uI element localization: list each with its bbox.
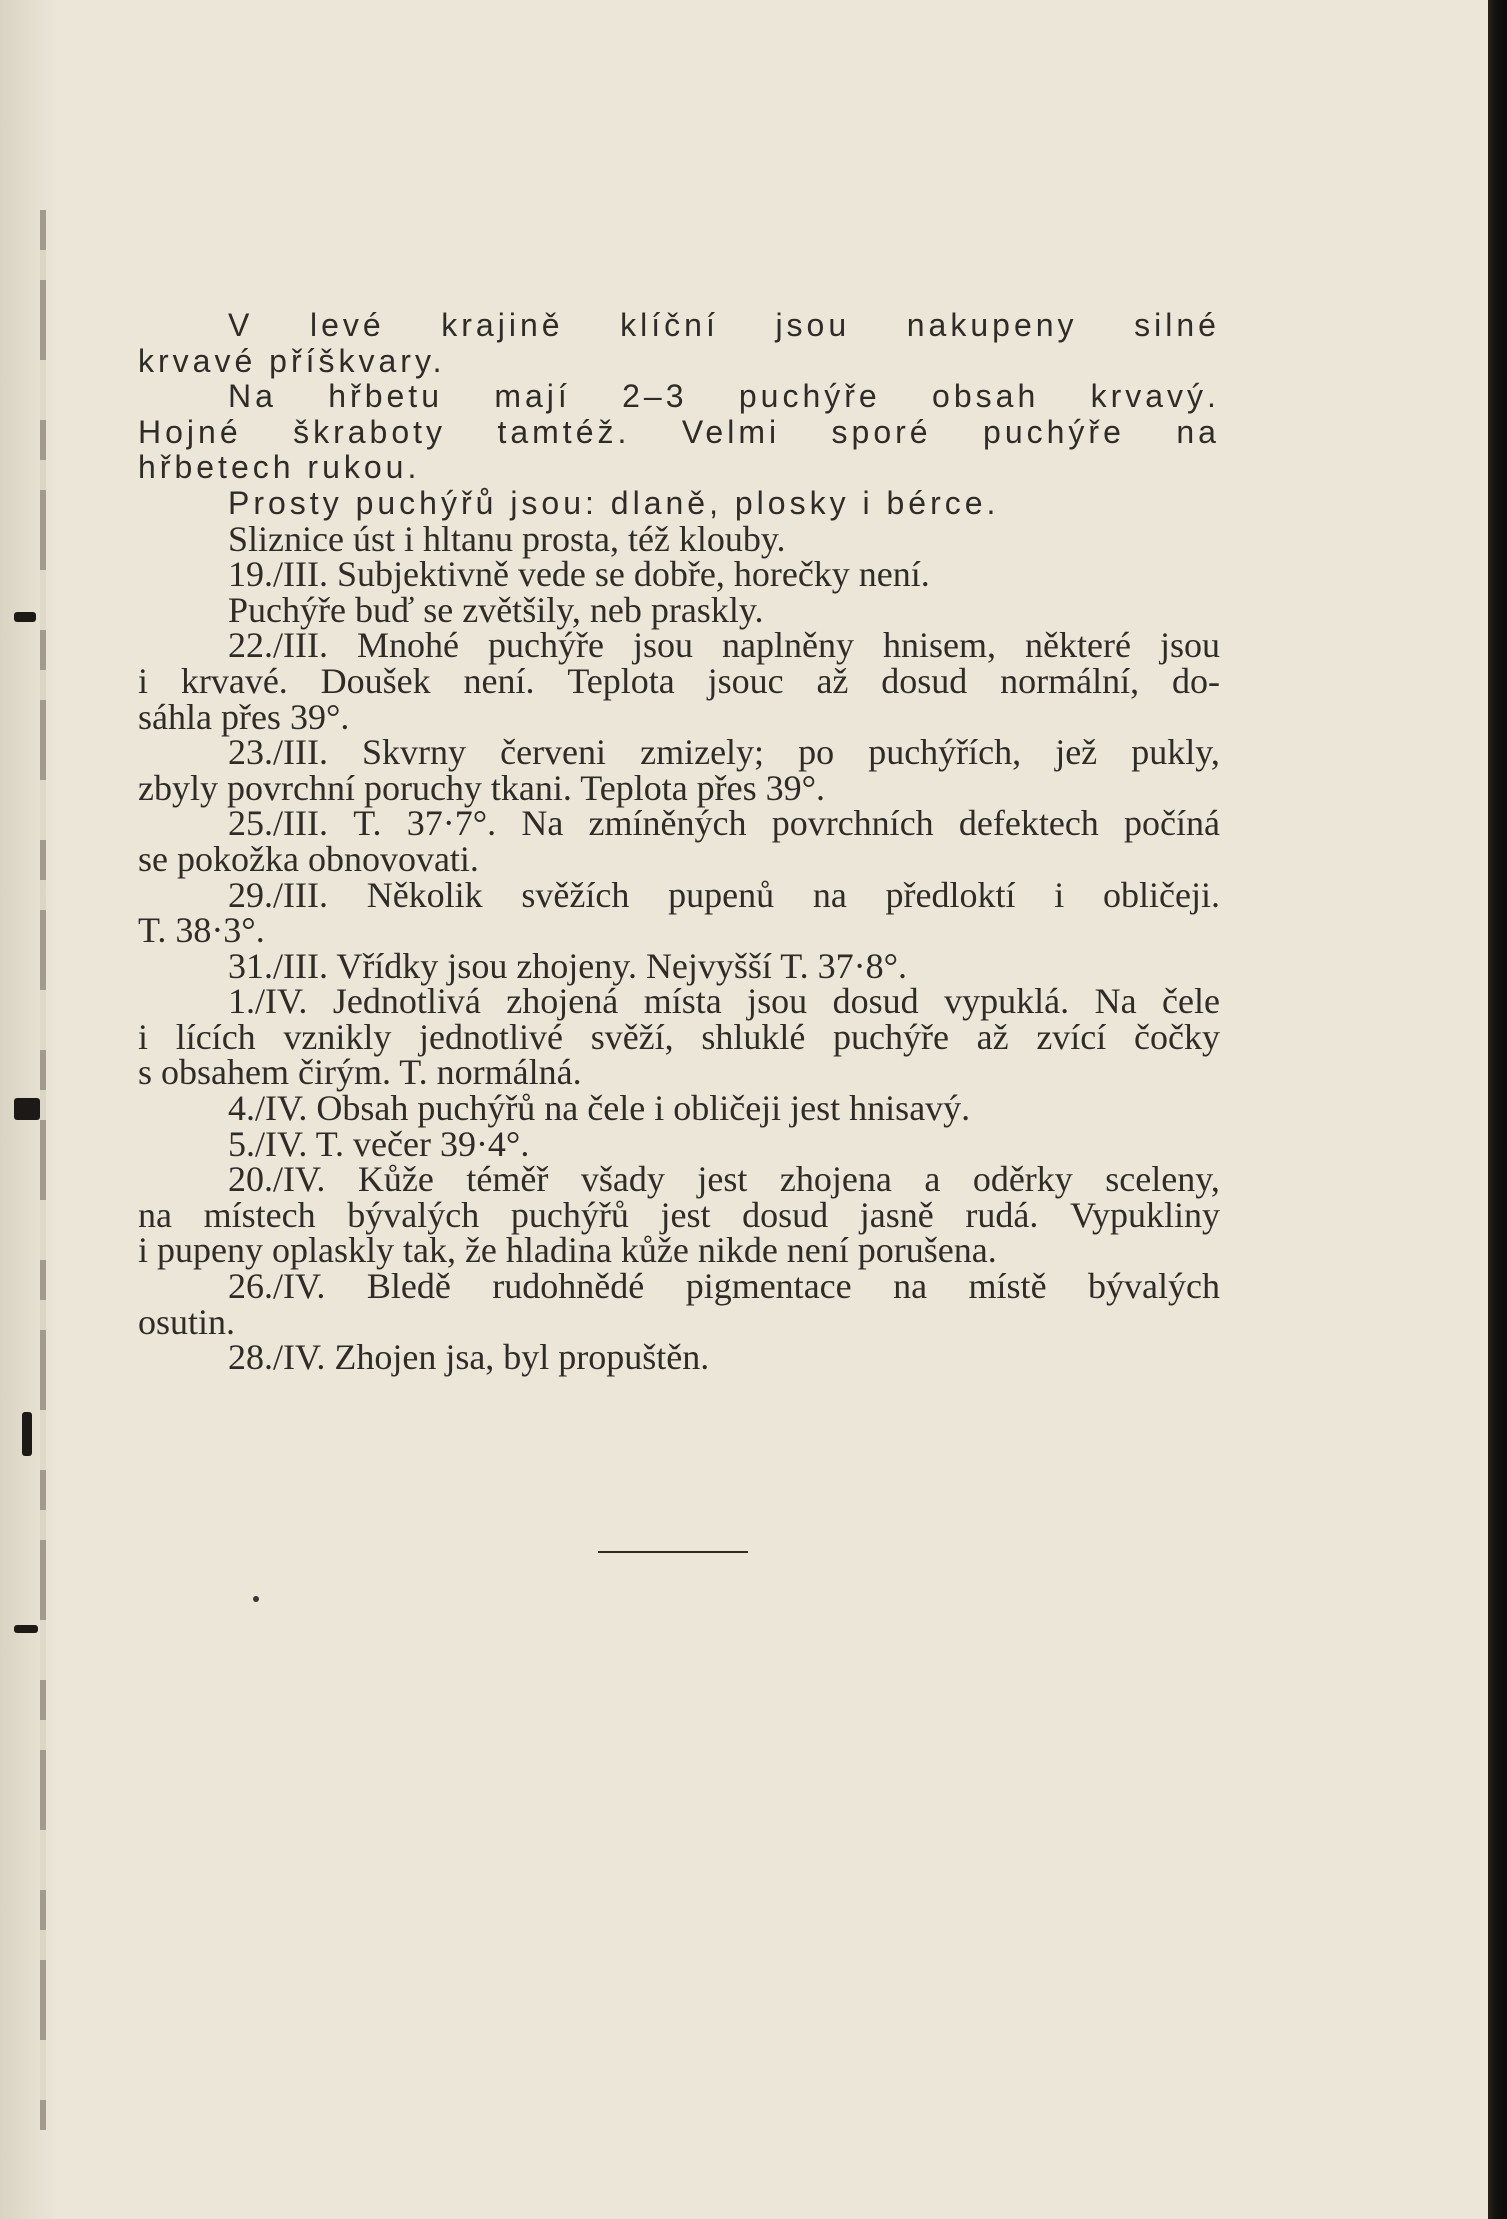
text-line: sáhla přes 39°. — [138, 696, 350, 737]
binding-mark — [14, 1625, 38, 1633]
text-line: na místech bývalých puchýřů jest dosud jasně rudá. Vypukliny — [138, 1194, 1220, 1235]
section-divider-rule — [598, 1551, 748, 1553]
text-line: i lících vznikly jednotlivé svěží, shluklé puchýře až zvící čočky — [138, 1016, 1220, 1057]
text-line: osutin. — [138, 1301, 236, 1342]
document-body — [138, 308, 1220, 1376]
text-line: i pupeny oplaskly tak, že hladina kůže nikde není porušena. — [138, 1230, 997, 1271]
text-line: 28./IV. Zhojen jsa, byl propuštěn. — [228, 1337, 710, 1378]
text-line: hřbetech rukou. — [138, 449, 421, 486]
text-line: T. 38·3°. — [138, 910, 265, 951]
text-line: 22./III. Mnohé puchýře jsou naplněny hnisem, některé jsou — [228, 625, 1220, 666]
text-line: se pokožka obnovovati. — [138, 838, 479, 879]
page-edge-shadow — [1488, 0, 1507, 2219]
text-line: s obsahem čirým. T. normálná. — [138, 1052, 582, 1093]
text-line: Puchýře buď se zvětšily, neb praskly. — [228, 589, 764, 630]
text-line: 20./IV. Kůže téměř všady jest zhojena a oděrky sceleny, — [228, 1159, 1220, 1200]
text-line: Hojné škraboty tamtéž. Velmi sporé puchýře na — [138, 413, 1220, 450]
binding-mark — [14, 1098, 40, 1120]
text-line: 25./III. T. 37·7°. Na zmíněných povrchních defektech počíná — [228, 803, 1220, 844]
text-line: 1./IV. Jednotlivá zhojená místa jsou dosud vypuklá. Na čele — [228, 981, 1220, 1022]
text-line: 31./III. Vřídky jsou zhojeny. Nejvyšší T. 37·8°. — [228, 945, 907, 986]
text-line: zbyly povrchní poruchy tkani. Teplota přes 39°. — [138, 767, 826, 808]
text-line: 26./IV. Bledě rudohnědé pigmentace na místě bývalých — [228, 1266, 1220, 1307]
ink-speck — [253, 1596, 259, 1602]
binding-gutter — [0, 0, 58, 2219]
binding-edge — [40, 210, 46, 2130]
binding-mark — [14, 612, 36, 622]
text-line: 4./IV. Obsah puchýřů na čele i obličeji jest hnisavý. — [228, 1088, 971, 1129]
binding-mark — [22, 1412, 32, 1456]
text-line: Prosty puchýřů jsou: dlaně, plosky i bérce. — [228, 484, 1000, 521]
text-line: i krvavé. Doušek není. Teplota jsouc až dosud normální, do- — [138, 660, 1220, 701]
text-line: Sliznice úst i hltanu prosta, též klouby. — [228, 518, 786, 559]
text-line: V levé krajině klíční jsou nakupeny silné — [228, 307, 1220, 343]
text-line: 5./IV. T. večer 39·4°. — [228, 1123, 530, 1164]
text-line: krvavé příškvary. — [138, 342, 446, 379]
text-line: Na hřbetu mají 2–3 puchýře obsah krvavý. — [228, 378, 1220, 415]
text-line: 23./III. Skvrny červeni zmizely; po puchýřích, jež pukly, — [228, 732, 1220, 773]
text-line: 29./III. Několik svěžích pupenů na předloktí i obličeji. — [228, 874, 1220, 915]
text-line: 19./III. Subjektivně vede se dobře, horečky není. — [228, 554, 930, 595]
